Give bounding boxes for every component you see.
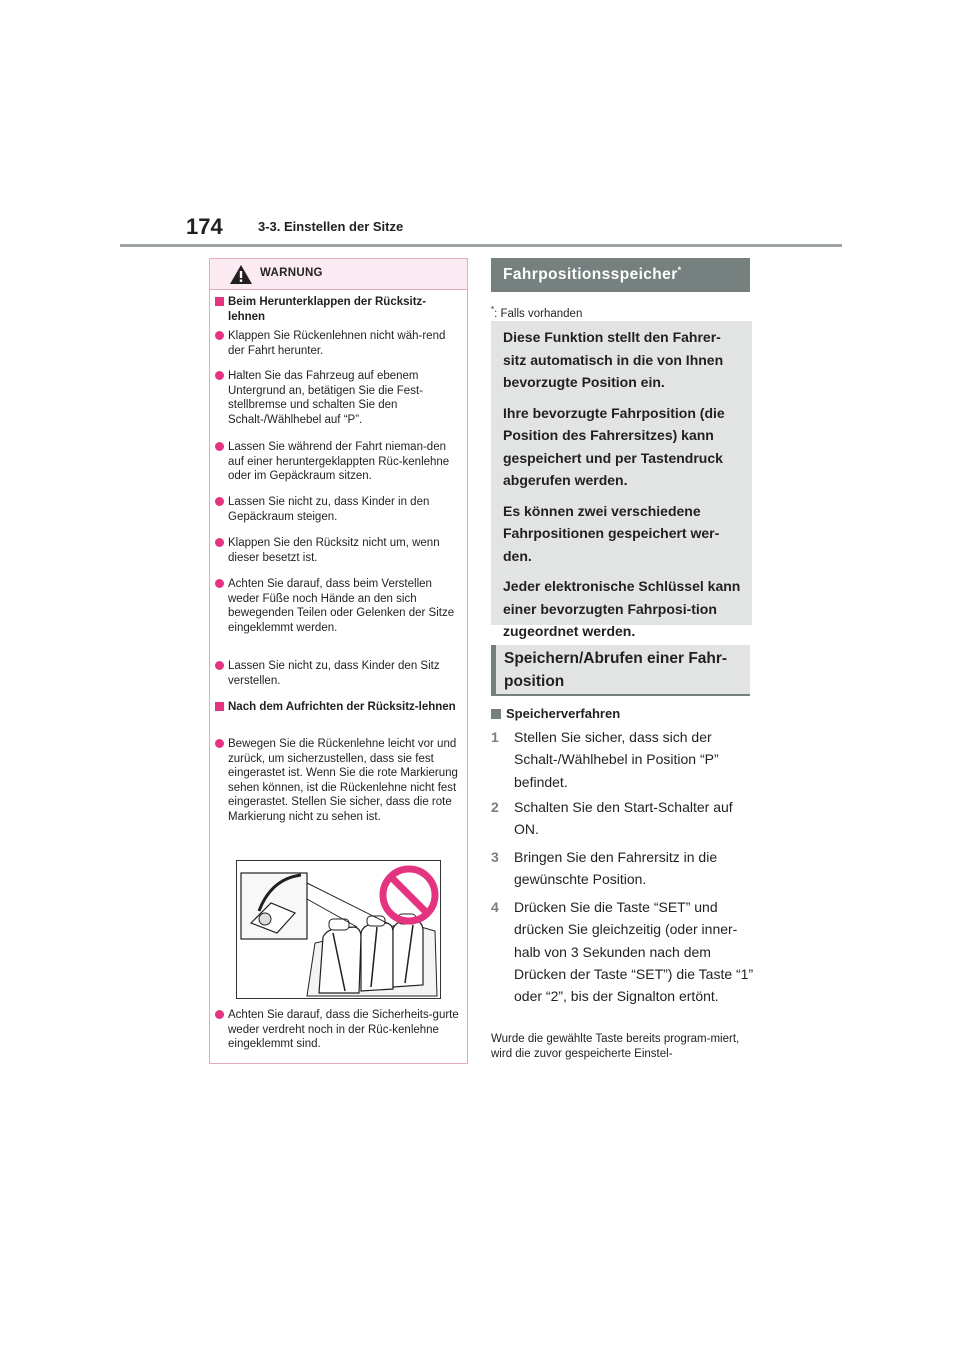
- warning-bullet: Lassen Sie nicht zu, dass Kinder den Sitz verstellen.: [215, 659, 461, 688]
- warning-bullet: Bewegen Sie die Rückenlehne leicht vor und zurück, um sicherzustellen, dass sie fest eingerastet ist. Wenn Sie die rote Markierung sehen können, ist die Rückenlehne nicht fest eingerastet. Stellen Sie sicher, dass die rote Markierung nicht zu sehen ist.: [215, 737, 461, 824]
- footnote: *: Falls vorhanden: [491, 305, 583, 320]
- round-bullet-icon: [215, 497, 224, 506]
- warning-header: [210, 259, 467, 290]
- procedure-step: 1 Stellen Sie sicher, dass sich der Schalt-/Wählhebel in Position “P” befindet.: [491, 729, 719, 790]
- warning-subheading: Beim Herunterklappen der Rücksitz-lehnen: [215, 295, 461, 324]
- round-bullet-icon: [215, 739, 224, 748]
- intro-paragraph: Ihre bevorzugte Fahrposition (die Position des Fahrersitzes) kann gespeichert und per Tastendruck abgerufen werden.: [503, 404, 725, 488]
- procedure-step: 4 Drücken Sie die Taste “SET” und drücken Sie gleichzeitig (oder inner-halb von 3 Sekunden nach dem Drücken der Taste “SET”) die Taste “1” oder “2”, bis der Signalton ertönt.: [491, 899, 754, 1005]
- warning-bullet: Achten Sie darauf, dass die Sicherheits-gurte weder verdreht noch in der Rüc-kenlehne eingeklemmt sind.: [215, 1008, 461, 1052]
- intro-paragraph: Es können zwei verschiedene Fahrpositionen gespeichert wer-den.: [503, 502, 720, 564]
- header-rule: [120, 244, 842, 247]
- memory-intro-box: [491, 321, 752, 639]
- warning-bullet: Achten Sie darauf, dass beim Verstellen weder Füße noch Hände an den sich bewegenden Teilen oder Gelenken der Sitze eingeklemmt werden.: [215, 577, 461, 635]
- warning-bullet: Klappen Sie den Rücksitz nicht um, wenn dieser besetzt ist.: [215, 536, 461, 565]
- square-bullet-icon: [215, 702, 224, 711]
- procedure-heading: Speicherverfahren: [491, 706, 620, 721]
- store-recall-heading: Speichern/Abrufen einer Fahr-position: [491, 645, 750, 696]
- intro-paragraph: Diese Funktion stellt den Fahrer-sitz automatisch in die von Ihnen bevorzugte Position ein.: [503, 329, 724, 390]
- rear-seat-drawing: [237, 861, 440, 998]
- round-bullet-icon: [215, 661, 224, 670]
- round-bullet-icon: [215, 579, 224, 588]
- section-header: 3-3. Einstellen der Sitze: [258, 219, 404, 234]
- intro-paragraph: Jeder elektronische Schlüssel kann einer bevorzugten Fahrposi-tion zugeordnet werden.: [503, 578, 741, 639]
- page-number: 174: [186, 214, 223, 239]
- warning-bullet: Klappen Sie Rückenlehnen nicht wäh-rend der Fahrt herunter.: [215, 329, 461, 358]
- warning-title: WARNUNG: [260, 267, 323, 279]
- warning-bullet: Halten Sie das Fahrzeug auf ebenem Untergrund an, betätigen Sie die Fest-stellbremse und schalten Sie den Schalt-/Wählhebel auf “P”.: [215, 369, 461, 427]
- rear-seat-illustration: [236, 860, 441, 999]
- round-bullet-icon: [215, 1010, 224, 1019]
- memory-heading: Fahrpositionsspeicher*: [491, 258, 750, 292]
- trailing-paragraph: Wurde die gewählte Taste bereits program-miert, wird die zuvor gespeicherte Einstel-: [491, 1033, 740, 1060]
- square-bullet-icon: [215, 297, 224, 306]
- warning-triangle-icon: [229, 264, 253, 285]
- round-bullet-icon: [215, 538, 224, 547]
- footnote-marker: *: [677, 265, 682, 275]
- warning-bullet: Lassen Sie während der Fahrt nieman-den auf einer heruntergeklappten Rüc-kenlehne oder im Gepäckraum sitzen.: [215, 440, 461, 484]
- round-bullet-icon: [215, 331, 224, 340]
- warning-bullet: Lassen Sie nicht zu, dass Kinder in den Gepäckraum steigen.: [215, 495, 461, 524]
- square-bullet-icon: [491, 709, 501, 719]
- round-bullet-icon: [215, 371, 224, 380]
- procedure-step: 3 Bringen Sie den Fahrersitz in die gewünschte Position.: [491, 849, 718, 888]
- round-bullet-icon: [215, 442, 224, 451]
- warning-subheading: Nach dem Aufrichten der Rücksitz-lehnen: [215, 700, 461, 715]
- procedure-step: 2 Schalten Sie den Start-Schalter auf ON.: [491, 799, 733, 838]
